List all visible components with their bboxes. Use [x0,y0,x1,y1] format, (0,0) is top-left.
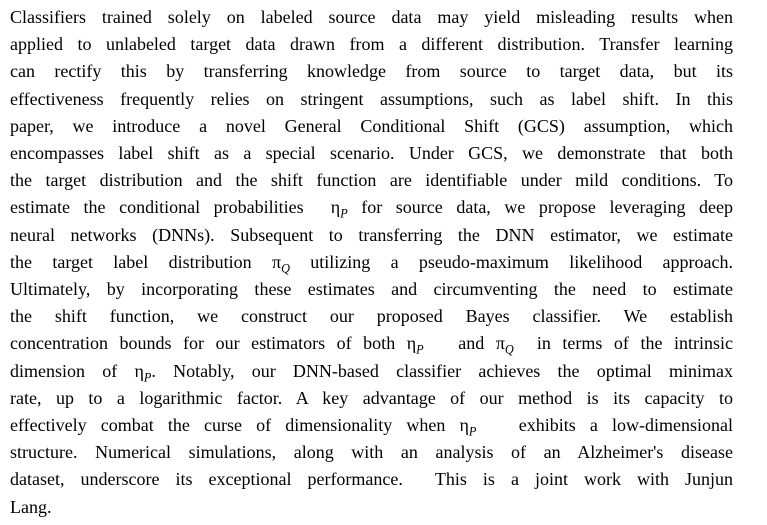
abstract-line: rate, up to a logarithmic factor. A key advantage of our method is its capacity to [10,387,733,408]
abstract-line: effectively combat the curse of dimensionality when $\eta_P$ exhibits a low-dimensional [10,415,734,439]
abstract-line: dataset, underscore its exceptional performance. This is a joint work with Junjun [10,469,733,490]
abstract-line: the shift function, we construct our proposed Bayes classifier. We establish [10,306,733,327]
abstract-line: concentration bounds for our estimators of both $\eta_P$ and $\pi_Q$ in terms of the intrinsic [10,333,733,358]
math-symbol-pi-q: $\pi_Q$ [495,333,514,358]
abstract-line: paper, we introduce a novel General Conditional Shift (GCS) assumption, which [10,115,733,136]
math-symbol-eta-p: $\eta_P$ [134,360,152,385]
math-symbol-eta-p: $\eta_P$ [330,197,348,222]
abstract-line: neural networks (DNNs). Subsequent to transferring the DNN estimator, we estimate [10,224,733,245]
abstract-line: estimate the conditional probabilities $\eta_P$ for source data, we propose leveraging deep [10,197,733,222]
abstract-line: dimension of $\eta_P$. Notably, our DNN-based classifier achieves the optimal minimax [10,360,734,385]
abstract-line: effectiveness frequently relies on stringent assumptions, such as label shift. In this [10,88,733,109]
math-symbol-eta-p: $\eta_P$ [406,333,424,358]
abstract-line: the target label distribution $\pi_Q$ utilizing a pseudo-maximum likelihood approach. [10,251,734,276]
abstract-line: Classifiers trained solely on labeled source data may yield misleading results when [10,7,733,27]
abstract-line: applied to unlabeled target data drawn from a different distribution. Transfer learning [10,34,733,55]
abstract-line: Lang. [10,496,52,517]
abstract-line: structure. Numerical simulations, along with an analysis of an Alzheimer's disease [10,442,733,463]
abstract-line: encompasses label shift as a special scenario. Under GCS, we demonstrate that both [10,143,733,164]
abstract-line: the target distribution and the shift function are identifiable under mild conditions. To [10,170,733,191]
abstract-line: can rectify this by transferring knowledge from source to target data, but its [10,61,733,82]
math-symbol-pi-q: $\pi_Q$ [271,251,290,276]
abstract-line: Ultimately, by incorporating these estimates and circumventing the need to estimate [10,279,733,300]
math-symbol-eta-p: $\eta_P$ [459,415,477,439]
abstract-text [10,4,733,521]
